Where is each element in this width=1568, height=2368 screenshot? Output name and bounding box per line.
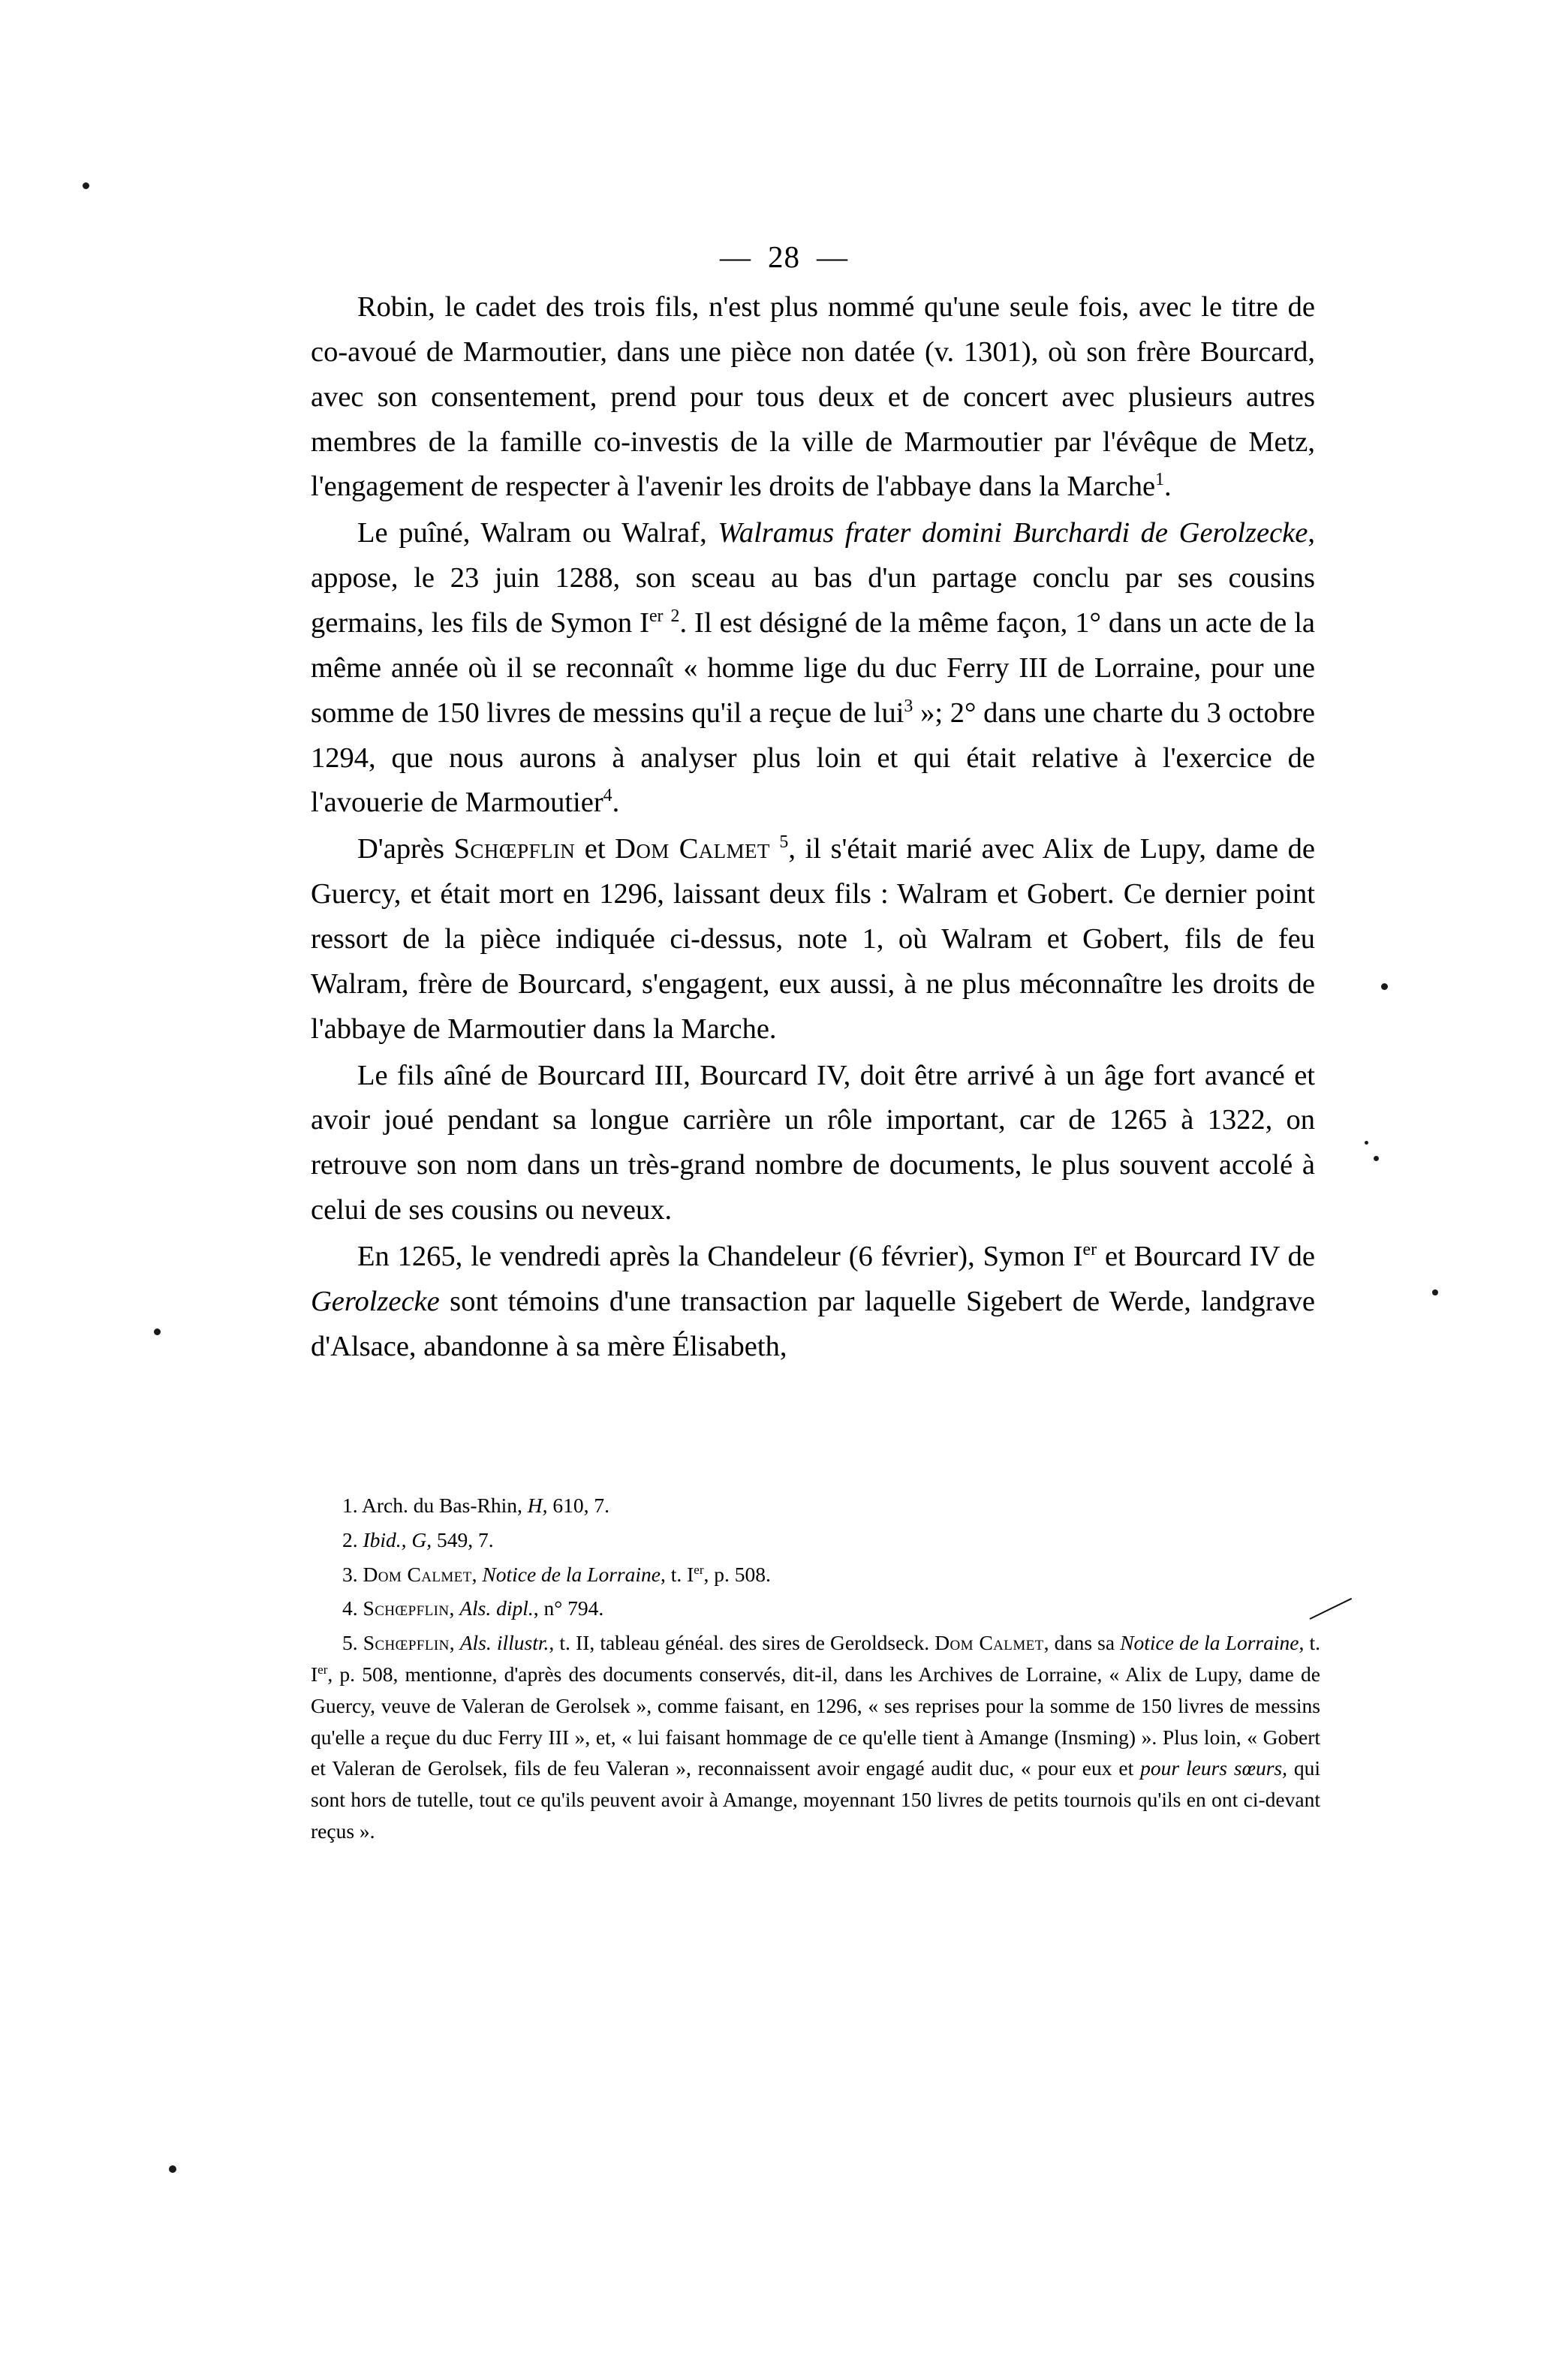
footnote-reference: 5	[779, 832, 789, 853]
text-run: qui sont hors de tutelle, tout ce qu'ils peuvent avoir à Amange, moyennant 150 livres de petits tournois qu'ils en ont ci-devant reçus ».	[311, 1756, 1321, 1843]
text-run: , t. I	[311, 1631, 1320, 1686]
italic-text: Gerolzecke	[311, 1285, 440, 1317]
text-run: .	[1164, 471, 1172, 503]
text-run: 2.	[342, 1527, 363, 1551]
footnote-reference: er	[318, 1662, 328, 1677]
footnote	[311, 1559, 1320, 1590]
footnote-reference: 1	[1155, 470, 1164, 490]
text-run: , n° 794.	[533, 1596, 604, 1620]
italic-text: Als. illustr.	[459, 1631, 549, 1655]
footnote-reference: 2	[670, 606, 680, 627]
text-run: 3.	[342, 1562, 363, 1586]
italic-text: Ibid., G,	[363, 1527, 432, 1551]
paragraph	[311, 285, 1315, 510]
text-run: , p. 508.	[703, 1562, 771, 1586]
paragraph	[311, 1054, 1315, 1233]
folio-dash-right: —	[817, 239, 848, 274]
small-caps-name: Dom Calmet	[615, 833, 770, 865]
footnote	[311, 1490, 1320, 1521]
text-run: Le puîné, Walram ou Walraf,	[357, 517, 718, 549]
text-run: et Bourcard IV de	[1097, 1241, 1315, 1273]
text-run: D'après	[357, 833, 454, 865]
footnote-reference: er	[649, 606, 664, 627]
text-run: 549, 7.	[432, 1527, 494, 1551]
text-run: sont témoins d'une transaction par laquelle Sigebert de Werde, landgrave d'Alsace, abandonne à sa mère Élisabeth,	[311, 1285, 1315, 1362]
scan-speck	[1374, 1156, 1379, 1161]
text-run: , dans sa	[1043, 1631, 1121, 1655]
folio-number: 28	[768, 239, 800, 274]
small-caps-name: Schœpflin	[453, 833, 576, 865]
paragraph	[311, 511, 1315, 826]
text-run: 4.	[342, 1596, 363, 1620]
text-run: En 1265, le vendredi après la Chandeleur (6 février), Symon I	[357, 1241, 1083, 1273]
scan-speck	[1381, 983, 1388, 990]
paragraph	[311, 827, 1315, 1052]
footnote	[311, 1627, 1320, 1847]
page-number-header	[0, 239, 1568, 275]
scan-speck	[169, 2165, 176, 2173]
text-run: »; 2° dans une charte du 3 octobre 1294, que nous aurons à analyser plus loin et qui était relative à l'exercice de l'avouerie de Marmoutier	[311, 697, 1315, 819]
footnote-reference: 4	[603, 786, 612, 806]
scan-speck	[1365, 1141, 1368, 1145]
text-run: ,	[471, 1562, 483, 1586]
italic-text: H,	[527, 1494, 548, 1517]
text-run: Le fils aîné de Bourcard III, Bourcard IV, doit être arrivé à un âge fort avancé et avoir joué pendant sa longue carrière un rôle important, car de 1265 à 1322, on retrouve son nom dans un très-grand nombre de documents, le plus souvent accolé à celui de ses cousins ou neveux.	[311, 1059, 1315, 1226]
scan-speck	[83, 182, 89, 189]
italic-text: Notice de la Lorraine	[1120, 1631, 1299, 1655]
text-run: et	[575, 833, 615, 865]
paragraph	[311, 1235, 1315, 1370]
italic-text: Als. dipl.	[459, 1596, 534, 1620]
small-caps-name: Schœpflin	[363, 1596, 450, 1620]
pen-stroke-mark	[1310, 1597, 1362, 1627]
text-run: 5.	[342, 1631, 363, 1655]
text-run	[770, 833, 780, 865]
text-run: . Il est désigné de la même façon, 1° dans un acte de la même année où il se reconnaît « homme lige du duc Ferry III de Lorraine, pour une somme de 150 livres de messins qu'il a reçue de lui	[311, 607, 1315, 729]
text-run: , t. I	[660, 1562, 694, 1586]
footnote	[311, 1593, 1320, 1624]
text-run	[664, 607, 671, 639]
text-run: , p. 508, mentionne, d'après des documents conservés, dit-il, dans les Archives de Lorraine, « Alix de Lupy, dame de Guercy, veuve de Valeran de Gerolsek », comme faisant, en 1296, « ses reprises pour la somme de 150 livres de messins qu'elle a reçue du duc Ferry III », et, « lui faisant hommage de ce qu'elle tient à Amange (Insming) ». Plus loin, « Gobert et Valeran de Gerolsek, fils de feu Valeran », reconnaissent avoir engagé audit duc, « pour eux et	[311, 1662, 1320, 1780]
small-caps-name: Dom Calmet	[363, 1562, 472, 1586]
text-run: , t. II, tableau généal. des sires de Geroldseck.	[549, 1631, 935, 1655]
italic-text: pour leurs sœurs,	[1140, 1756, 1287, 1780]
scan-speck	[154, 1328, 161, 1335]
body-text-block	[311, 285, 1315, 1371]
italic-text: Walramus frater domini Burchardi de Gerolzecke	[718, 517, 1308, 549]
footnote-reference: er	[694, 1562, 704, 1577]
footnote-reference: er	[1082, 1240, 1097, 1260]
text-run: 1. Arch. du Bas-Rhin,	[342, 1494, 528, 1517]
small-caps-name: Schœpflin	[363, 1631, 450, 1655]
text-run: ,	[449, 1596, 460, 1620]
text-run: , appose, le 23 juin 1288, son sceau au bas d'un partage conclu par ses cousins germains, les fils de Symon I	[311, 517, 1315, 639]
italic-text: Notice de la Lorraine	[482, 1562, 661, 1586]
small-caps-name: Dom Calmet	[934, 1631, 1044, 1655]
text-run: , il s'était marié avec Alix de Lupy, dame de Guercy, et était mort en 1296, laissant deux fils : Walram et Gobert. Ce dernier point ressort de la pièce indiquée ci-dessus, note 1, où Walram et Gobert, fils de feu Walram, frère de Bourcard, s'engagent, eux aussi, à ne plus méconnaître les droits de l'abbaye de Marmoutier dans la Marche.	[311, 833, 1315, 1045]
text-run: Robin, le cadet des trois fils, n'est plus nommé qu'une seule fois, avec le titre de co-avoué de Marmoutier, dans une pièce non datée (v. 1301), où son frère Bourcard, avec son consentement, prend pour tous deux et de concert avec plusieurs autres membres de la famille co-investis de la ville de Marmoutier par l'évêque de Metz, l'engagement de respecter à l'avenir les droits de l'abbaye dans la Marche	[311, 291, 1315, 503]
scan-speck	[1432, 1289, 1438, 1295]
text-run: 610, 7.	[547, 1494, 609, 1517]
footnote-reference: 3	[904, 696, 913, 716]
footnote	[311, 1524, 1320, 1556]
text-run: .	[612, 787, 620, 819]
text-run: ,	[449, 1631, 460, 1655]
folio-dash-left: —	[720, 239, 751, 274]
footnotes-block	[311, 1490, 1320, 1850]
